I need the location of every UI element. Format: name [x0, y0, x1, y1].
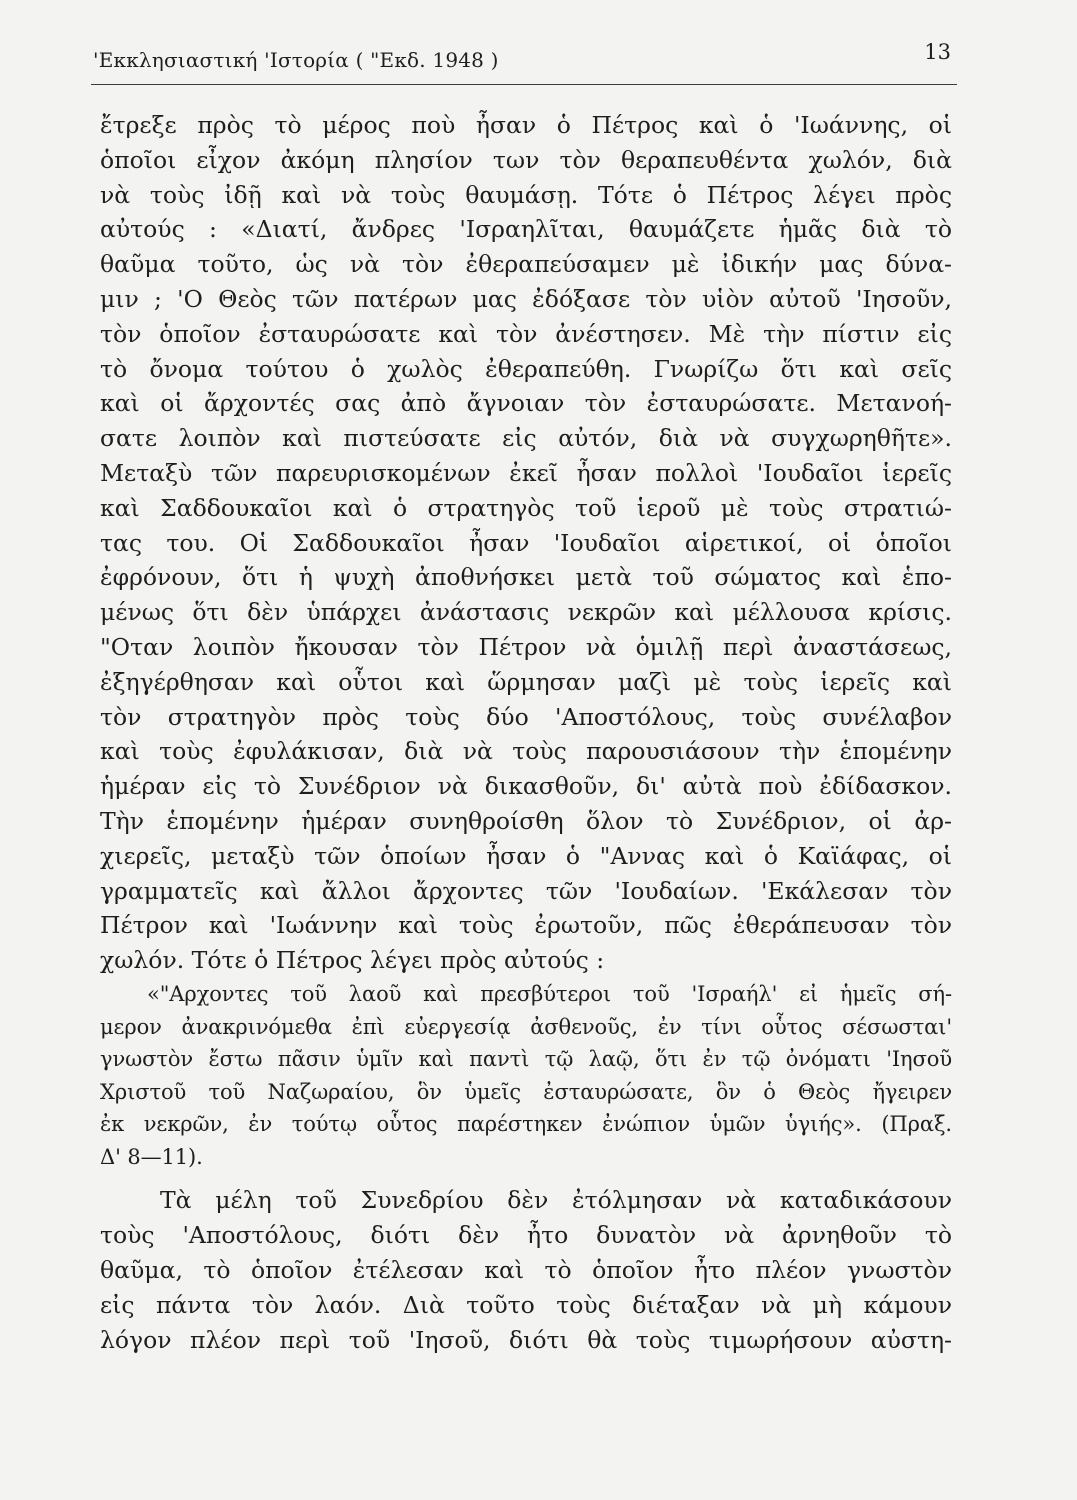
paragraph-closing: [100, 1183, 952, 1357]
text-line: τας του. Οἱ Σαδδουκαῖοι ἦσαν 'Ιουδαῖοι αἱρετικοί, οἱ ὁποῖοι: [100, 528, 952, 557]
page-header: [93, 38, 955, 78]
text-line: χωλόν. Τότε ὁ Πέτρος λέγει πρὸς αὐτούς :: [100, 946, 605, 975]
quote-line: μερον ἀνακρινόμεθα ἐπὶ εὐεργεσίᾳ ἀσθενοῦς, ἐν τίνι οὗτος σέσωσται': [100, 1014, 952, 1039]
text-line: χιερεῖς, μεταξὺ τῶν ὁποίων ἦσαν ὁ "Αννας καὶ ὁ Καϊάφας, οἱ: [100, 841, 952, 870]
text-line: ἐφρόνουν, ὅτι ἡ ψυχὴ ἀποθνήσκει μετὰ τοῦ σώματος καὶ ἑπο-: [100, 563, 952, 592]
text-line: Τὴν ἑπομένην ἡμέραν συνηθροίσθη ὅλον τὸ Συνέδριον, οἱ ἀρ-: [100, 806, 952, 835]
text-line: τὸν στρατηγὸν πρὸς τοὺς δύο 'Αποστόλους, τοὺς συνέλαβον: [100, 702, 952, 731]
text-line: τὸ ὄνομα τούτου ὁ χωλὸς ἐθεραπεύθη. Γνωρίζω ὅτι καὶ σεῖς: [100, 354, 952, 383]
page-number: 13: [924, 40, 951, 64]
text-line: σατε λοιπὸν καὶ πιστεύσατε εἰς αὐτόν, διὰ νὰ συγχωρηθῆτε».: [100, 424, 952, 453]
text-line: ἔτρεξε πρὸς τὸ μέρος ποὺ ἦσαν ὁ Πέτρος καὶ ὁ 'Ιωάννης, οἱ: [100, 111, 952, 139]
text-line: μένως ὅτι δὲν ὑπάρχει ἀνάστασις νεκρῶν καὶ μέλλουσα κρίσις.: [100, 598, 952, 627]
text-line: θαῦμα, τὸ ὁποῖον ἐτέλεσαν καὶ τὸ ὁποῖον ἦτο πλέον γνωστὸν: [100, 1256, 952, 1285]
text-line: λόγον πλέον περὶ τοῦ 'Ιησοῦ, διότι θὰ τοὺς τιμωρήσουν αὐστη-: [100, 1325, 952, 1354]
text-line: νὰ τοὺς ἰδῇ καὶ νὰ τοὺς θαυμάσῃ. Τότε ὁ Πέτρος λέγει πρὸς: [100, 180, 952, 209]
text-line: ἐξηγέρθησαν καὶ οὗτοι καὶ ὥρμησαν μαζὶ μὲ τοὺς ἱερεῖς καὶ: [100, 667, 952, 696]
text-line: καὶ οἱ ἄρχοντές σας ἀπὸ ἄγνοιαν τὸν ἐσταυρώσατε. Μετανοή-: [100, 389, 952, 418]
text-line: ὁποῖοι εἶχον ἀκόμη πλησίον των τὸν θεραπευθέντα χωλόν, διὰ: [100, 145, 952, 174]
text-line: "Οταν λοιπὸν ἤκουσαν τὸν Πέτρον νὰ ὁμιλῇ περὶ ἀναστάσεως,: [100, 632, 952, 661]
header-rule: [91, 84, 957, 85]
text-line: Τὰ μέλη τοῦ Συνεδρίου δὲν ἐτόλμησαν νὰ καταδικάσουν: [160, 1186, 952, 1215]
text-line: Πέτρον καὶ 'Ιωάννην καὶ τοὺς ἐρωτοῦν, πῶς ἐθεράπευσαν τὸν: [100, 911, 952, 940]
text-line: αὐτούς : «Διατί, ἄνδρες 'Ισραηλῖται, θαυμάζετε ἡμᾶς διὰ τὸ: [100, 215, 952, 244]
quote-line: ἐκ νεκρῶν, ἐν τούτῳ οὗτος παρέστηκεν ἐνώπιον ὑμῶν ὑγιής». (Πραξ.: [100, 1112, 952, 1137]
quote-line: Χριστοῦ τοῦ Ναζωραίου, ὃν ὑμεῖς ἐσταυρώσατε, ὃν ὁ Θεὸς ἤγειρεν: [100, 1079, 952, 1104]
text-line: καὶ Σαδδουκαῖοι καὶ ὁ στρατηγὸς τοῦ ἱεροῦ μὲ τοὺς στρατιώ-: [100, 493, 952, 522]
quote-line: «"Αρχοντες τοῦ λαοῦ καὶ πρεσβύτεροι τοῦ 'Ισραήλ' εἰ ἡμεῖς σή-: [147, 981, 952, 1006]
text-line: εἰς πάντα τὸν λαόν. Διὰ τοῦτο τοὺς διέταξαν νὰ μὴ κάμουν: [100, 1290, 952, 1319]
quote-line: γνωστὸν ἔστω πᾶσιν ὑμῖν καὶ παντὶ τῷ λαῷ, ὅτι ἐν τῷ ὀνόματι 'Ιησοῦ: [100, 1047, 952, 1072]
text-line: θαῦμα τοῦτο, ὡς νὰ τὸν ἐθεραπεύσαμεν μὲ ἰδικήν μας δύνα-: [100, 250, 952, 279]
text-line: γραμματεῖς καὶ ἄλλοι ἄρχοντες τῶν 'Ιουδαίων. 'Εκάλεσαν τὸν: [100, 876, 952, 905]
text-line: ἡμέραν εἰς τὸ Συνέδριον νὰ δικασθοῦν, δι' αὐτὰ ποὺ ἐδίδασκον.: [100, 772, 952, 801]
text-line: καὶ τοὺς ἐφυλάκισαν, διὰ νὰ τοὺς παρουσιάσουν τὴν ἑπομένην: [100, 737, 952, 766]
text-line: μιν ; 'Ο Θεὸς τῶν πατέρων μας ἐδόξασε τὸν υἱὸν αὐτοῦ 'Ιησοῦν,: [100, 284, 952, 313]
text-line: Μεταξὺ τῶν παρευρισκομένων ἐκεῖ ἦσαν πολλοὶ 'Ιουδαῖοι ἱερεῖς: [100, 458, 952, 487]
text-line: τὸν ὁποῖον ἐσταυρώσατε καὶ τὸν ἀνέστησεν. Μὲ τὴν πίστιν εἰς: [100, 319, 952, 348]
scripture-quote: [100, 978, 952, 1174]
paragraph-narrative: [100, 108, 952, 978]
text-line: τοὺς 'Αποστόλους, διότι δὲν ἦτο δυνατὸν νὰ ἀρνηθοῦν τὸ: [100, 1221, 952, 1250]
running-title: 'Εκκλησιαστική 'Ιστορία ( "Εκδ. 1948 ): [93, 48, 499, 72]
quote-line: Δ' 8—11).: [100, 1144, 203, 1169]
main-text: [100, 108, 952, 1357]
